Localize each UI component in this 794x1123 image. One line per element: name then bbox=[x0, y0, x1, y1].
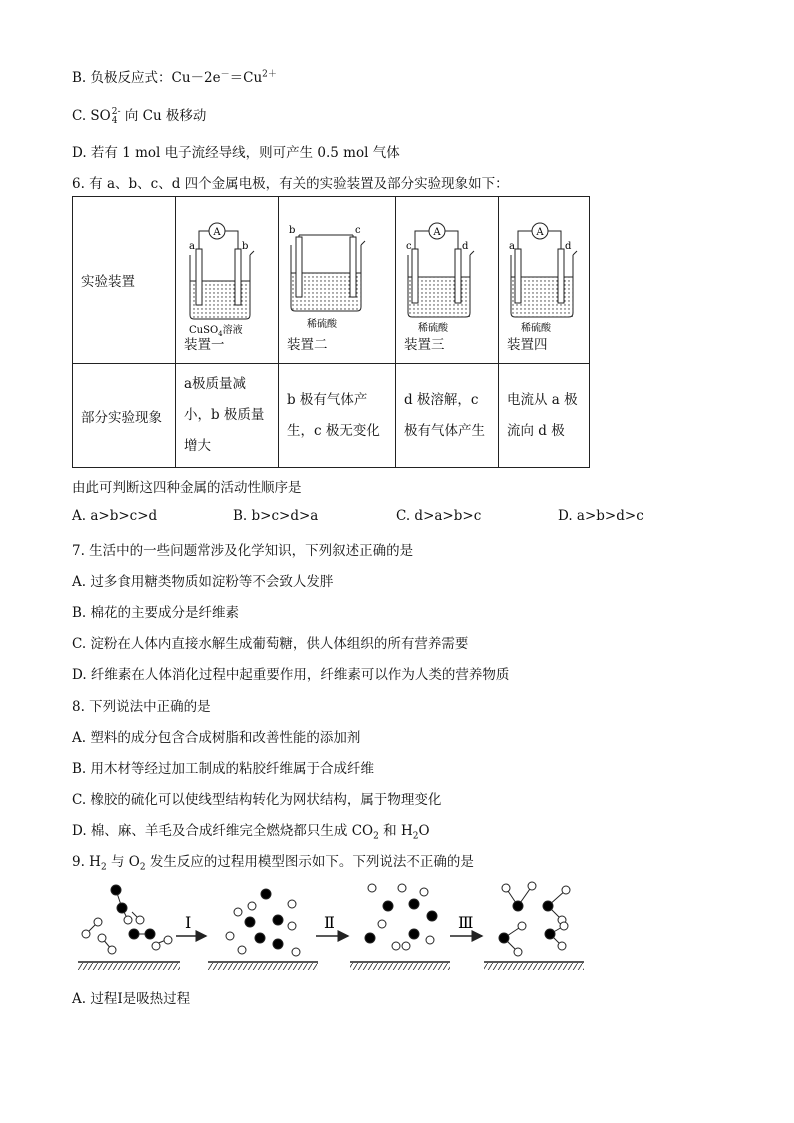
solution-label: 稀硫酸 bbox=[307, 319, 337, 330]
q8-stem: 8. 下列说法中正确的是 bbox=[72, 699, 211, 715]
electrode-label: d bbox=[565, 241, 572, 252]
device-caption: 装置三 bbox=[404, 337, 445, 353]
q7-option-c: C. 淀粉在人体内直接水解生成葡萄糖，供人体组织的所有营养需要 bbox=[72, 636, 469, 652]
q7-option-d: D. 纤维素在人体消化过程中起重要作用，纤维素可以作为人类的营养物质 bbox=[72, 667, 510, 683]
device-4-cell bbox=[499, 197, 590, 364]
electrode-label: b bbox=[289, 225, 296, 236]
electrode-label: d bbox=[462, 241, 469, 252]
q8-option-d: D. 棉、麻、羊毛及合成纤维完全燃烧都只生成 $CO_2$ 和 $H_2O$ bbox=[72, 823, 430, 842]
step-label: Ⅱ bbox=[324, 913, 335, 932]
device-2-diagram bbox=[279, 211, 395, 345]
q8-option-b: B. 用木材等经过加工制成的粘胶纤维属于合成纤维 bbox=[72, 761, 375, 777]
device-1-diagram bbox=[176, 211, 278, 345]
q6-option-c: C. d>a>b>c bbox=[396, 508, 482, 524]
q6-option-b: B. b>c>d>a bbox=[233, 508, 319, 524]
q5-option-b: B. 负极反应式：$Cu-2e^-=Cu^{2+}$ bbox=[72, 69, 277, 86]
row-header-apparatus: 实验装置 bbox=[73, 197, 176, 364]
q6-option-a: A. a>b>c>d bbox=[72, 508, 158, 524]
solution-label: CuSO$_4$溶液 bbox=[189, 325, 243, 338]
electrode-label: c bbox=[355, 225, 361, 236]
device-4-diagram bbox=[499, 211, 589, 345]
observation-cell: d 极溶解，c 极有气体产生 bbox=[396, 364, 499, 468]
ammeter-label: A bbox=[213, 227, 221, 238]
electrode-label: c bbox=[406, 241, 412, 252]
device-3-cell bbox=[396, 197, 499, 364]
q5-option-c: C. SO 2- 4 向 Cu 极移动 bbox=[72, 106, 207, 126]
step-label: Ⅰ bbox=[185, 913, 192, 932]
stage-1-molecules bbox=[82, 885, 172, 954]
device-caption: 装置四 bbox=[507, 337, 548, 353]
q5-option-d: D. 若有 1 mol 电子流经导线，则可产生 0.5 mol 气体 bbox=[72, 145, 400, 161]
q7-stem: 7. 生活中的一些问题常涉及化学知识，下列叙述正确的是 bbox=[72, 543, 414, 559]
electrode-label: b bbox=[242, 241, 249, 252]
observation-cell: a极质量减 小，b 极质量 增大 bbox=[176, 364, 279, 468]
q6-stem: 6. 有 a、b、c、d 四个金属电极，有关的实验装置及部分实验现象如下： bbox=[72, 176, 509, 192]
stage-4-molecules bbox=[499, 882, 570, 956]
device-1-cell bbox=[176, 197, 279, 364]
q7-option-a: A. 过多食用糖类物质如淀粉等不会致人发胖 bbox=[72, 574, 334, 590]
q6-option-d: D. a>b>d>c bbox=[558, 508, 644, 524]
device-3-diagram bbox=[396, 211, 498, 345]
ammeter-label: A bbox=[433, 227, 441, 238]
stage-3-atoms bbox=[365, 884, 437, 950]
q9-option-a: A. 过程Ⅰ是吸热过程 bbox=[72, 991, 191, 1007]
experiment-table bbox=[72, 196, 590, 468]
reaction-process-diagram bbox=[72, 876, 592, 976]
q8-option-c: C. 橡胶的硫化可以使线型结构转化为网状结构，属于物理变化 bbox=[72, 792, 442, 808]
electrode-label: a bbox=[509, 241, 515, 252]
step-label: Ⅲ bbox=[458, 913, 474, 932]
solution-label: 稀硫酸 bbox=[418, 323, 448, 334]
row-header-observation: 部分实验现象 bbox=[73, 364, 176, 468]
device-2-cell bbox=[279, 197, 396, 364]
solution-label: 稀硫酸 bbox=[521, 323, 551, 334]
device-caption: 装置一 bbox=[184, 337, 225, 353]
surface bbox=[78, 962, 584, 970]
observation-cell: b 极有气体产 生，c 极无变化 bbox=[279, 364, 396, 468]
q6-conclusion: 由此可判断这四种金属的活动性顺序是 bbox=[72, 480, 302, 496]
q7-option-b: B. 棉花的主要成分是纤维素 bbox=[72, 605, 240, 621]
q9-stem: 9. $H_2$ 与 $O_2$ 发生反应的过程用模型图示如下。下列说法不正确的是 bbox=[72, 854, 474, 873]
observation-cell: 电流从 a 极 流向 d 极 bbox=[499, 364, 590, 468]
device-caption: 装置二 bbox=[287, 337, 328, 353]
q8-option-a: A. 塑料的成分包含合成树脂和改善性能的添加剂 bbox=[72, 730, 361, 746]
stage-2-atoms bbox=[226, 889, 300, 956]
ammeter-label: A bbox=[536, 227, 544, 238]
electrode-label: a bbox=[189, 241, 195, 252]
